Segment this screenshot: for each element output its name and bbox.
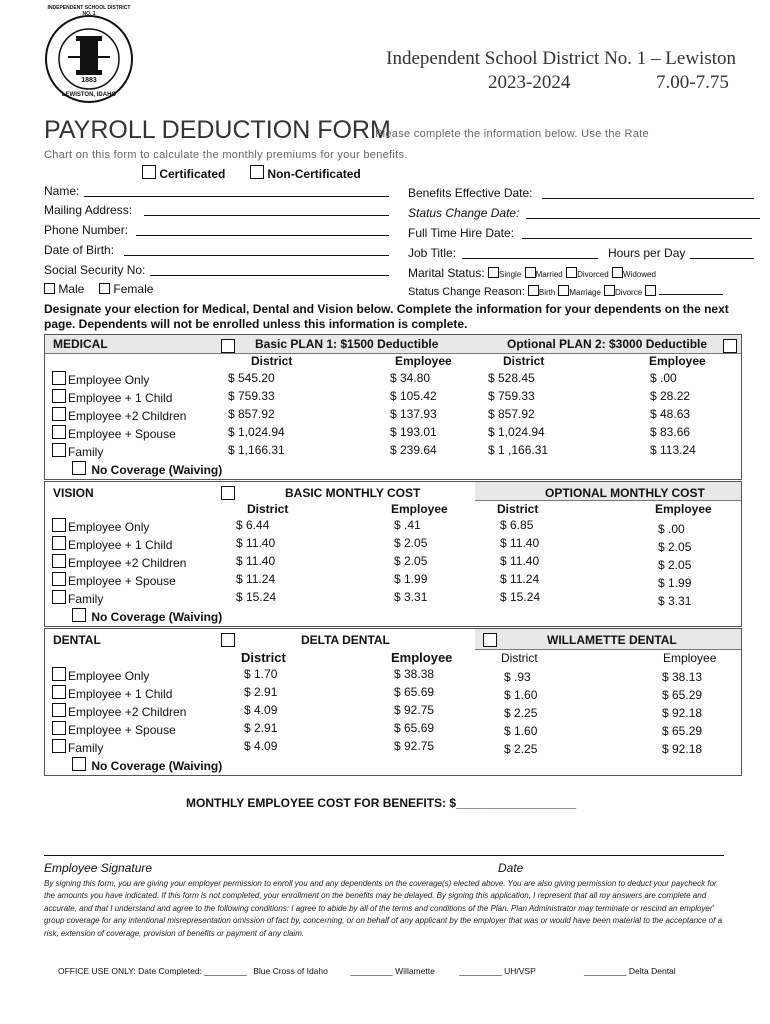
medical-coverage-label: Employee +2 Children [68, 409, 187, 423]
vision-section-label: VISION [53, 486, 94, 500]
medical-plan2-employee-cell: $ 28.22 [650, 389, 691, 403]
female-label: Female [113, 282, 154, 296]
monthly-employee-cost: MONTHLY EMPLOYEE COST FOR BENEFITS: $__________________ [186, 796, 577, 810]
employee-type [142, 165, 361, 181]
medical-plan1-employee-cell: $ 105.42 [390, 389, 437, 403]
ssn-field [44, 263, 389, 277]
status-change-date-input[interactable] [526, 218, 760, 219]
dental-no-coverage-label: No Coverage (Waiving) [91, 759, 223, 773]
full-time-hire-field [408, 226, 752, 240]
seal-graphic [44, 14, 134, 104]
medical-p2-district-header: District [503, 354, 545, 368]
female-checkbox[interactable] [99, 283, 110, 294]
dob-field [44, 243, 389, 257]
dob-input[interactable] [124, 255, 389, 256]
dental-willamette-district-cell: $ 1.60 [504, 724, 538, 738]
dental-coverage-option [52, 667, 149, 683]
effective-date-field [408, 186, 754, 200]
status-change-reason-label: Status Change Reason: [408, 286, 525, 298]
medical-section-label: MEDICAL [53, 337, 108, 351]
vision-coverage-checkbox[interactable] [52, 554, 66, 568]
hours-label: Hours per Day [608, 246, 686, 260]
vision-coverage-checkbox[interactable] [52, 536, 66, 550]
dental-delta-employee-cell: $ 65.69 [394, 721, 435, 735]
marriage-label: Marriage [569, 288, 601, 297]
mailing-input[interactable] [144, 215, 389, 216]
vision-basic-district-cell: $ 11.24 [236, 572, 276, 586]
phone-field [44, 223, 389, 237]
district-name: Independent School District No. 1 – Lewiston [386, 48, 736, 69]
vision-p2-employee-header: Employee [655, 502, 712, 516]
divorced-label: Divorced [577, 270, 609, 279]
vision-coverage-checkbox[interactable] [52, 590, 66, 604]
full-time-hire-input[interactable] [522, 238, 752, 239]
medical-coverage-option [52, 407, 186, 423]
status-change-reason-field [408, 285, 723, 298]
vision-optional-district-cell: $ 11.40 [500, 554, 540, 568]
job-title-field [408, 246, 754, 260]
signature-line[interactable] [44, 855, 724, 856]
medical-plan2-employee-cell: $ 48.63 [650, 407, 691, 421]
dental-willamette-employee-cell: $ 92.18 [662, 742, 703, 756]
designate-instructions: Designate your election for Medical, Dental and Vision below. Complete the information for your dependents on the next page. Dependents will not be enrolled unless this information is complete. [44, 302, 729, 331]
medical-no-coverage-checkbox[interactable] [72, 461, 86, 475]
medical-coverage-option [52, 389, 172, 405]
dental-delta-employee-cell: $ 92.75 [394, 739, 435, 753]
certificated-checkbox[interactable] [142, 165, 156, 179]
job-title-input[interactable] [462, 258, 598, 259]
district-seal [44, 5, 134, 104]
name-field [44, 184, 389, 198]
vision-optional-district-cell: $ 11.40 [500, 536, 540, 550]
vision-no-coverage [72, 608, 222, 624]
vision-coverage-option [52, 554, 186, 570]
medical-coverage-label: Employee + Spouse [68, 427, 176, 441]
medical-plan2-district-cell: $ 759.33 [488, 389, 535, 403]
vision-coverage-label: Family [68, 592, 104, 606]
dental-delta-employee-cell: $ 38.38 [394, 667, 435, 681]
vision-basic-checkbox[interactable] [221, 486, 235, 500]
dental-willamette-employee-cell: $ 65.29 [662, 724, 703, 738]
dental-coverage-label: Employee +2 Children [68, 705, 187, 719]
dental-delta-employee-cell: $ 65.69 [394, 685, 435, 699]
status-change-date-field [408, 206, 760, 220]
medical-plan2-district-cell: $ 528.45 [488, 371, 535, 385]
other-reason-input[interactable] [659, 294, 723, 295]
dental-delta-district-cell: $ 4.09 [244, 703, 278, 717]
marital-status-label: Marital Status: [408, 266, 485, 280]
office-use-label: OFFICE USE ONLY: Date Completed: _________ [58, 966, 247, 976]
vision-no-coverage-checkbox[interactable] [72, 608, 86, 622]
mailing-label: Mailing Address: [44, 203, 133, 217]
office-blue-cross: Blue Cross of Idaho [253, 966, 328, 976]
dental-coverage-checkbox[interactable] [52, 739, 66, 753]
birth-label: Birth [538, 288, 556, 297]
dental-willamette-district-cell: $ .93 [504, 670, 531, 684]
vision-basic-district-cell: $ 11.40 [236, 536, 276, 550]
dental-willamette-district-cell: $ 2.25 [504, 706, 538, 720]
non-certificated-label: Non-Certificated [267, 167, 361, 181]
medical-plan2-district-cell: $ 857.92 [488, 407, 535, 421]
certificated-label: Certificated [159, 167, 226, 181]
medical-no-coverage [72, 461, 222, 477]
vision-no-coverage-label: No Coverage (Waiving) [91, 610, 223, 624]
medical-coverage-label: Family [68, 445, 104, 459]
dob-label: Date of Birth: [44, 243, 115, 257]
ssn-label: Social Security No: [44, 263, 146, 277]
medical-coverage-checkbox[interactable] [52, 389, 66, 403]
dental-coverage-option [52, 685, 172, 701]
marital-status-field [408, 266, 656, 280]
vision-optional-employee-cell: $ 2.05 [658, 558, 692, 572]
dental-p2-employee-header: Employee [663, 651, 717, 665]
divorce-label: Divorce [615, 288, 643, 297]
vision-basic-employee-cell: $ 2.05 [394, 536, 428, 550]
dental-coverage-option [52, 703, 186, 719]
effective-date-label: Benefits Effective Date: [408, 186, 533, 200]
medical-plan1-title: Basic PLAN 1: $1500 Deductible [255, 337, 439, 351]
vision-basic-employee-cell: $ 1.99 [394, 572, 428, 586]
dental-coverage-option [52, 739, 103, 755]
medical-plan1-district-cell: $ 759.33 [228, 389, 275, 403]
married-checkbox[interactable] [525, 267, 536, 278]
form-title: PAYROLL DEDUCTION FORM [44, 116, 391, 144]
widowed-label: Widowed [623, 270, 656, 279]
vision-p1-district-header: District [247, 502, 289, 516]
medical-p1-employee-header: Employee [395, 354, 452, 368]
dental-willamette-employee-cell: $ 38.13 [662, 670, 703, 684]
dental-coverage-option [52, 721, 176, 737]
dental-section-label: DENTAL [53, 633, 101, 647]
vision-optional-title: OPTIONAL MONTHLY COST [545, 486, 705, 500]
single-label: Single [499, 270, 522, 279]
marriage-checkbox[interactable] [558, 285, 569, 296]
effective-date-input[interactable] [542, 198, 754, 199]
dental-coverage-label: Family [68, 741, 104, 755]
signature-date-label: Date [498, 861, 524, 875]
delta-dental-title: DELTA DENTAL [301, 633, 390, 647]
other-reason-checkbox[interactable] [645, 285, 656, 296]
vision-coverage-label: Employee Only [68, 520, 150, 534]
medical-plan2-district-cell: $ 1,024.94 [488, 425, 545, 439]
instruction-line-2: Chart on this form to calculate the monthly premiums for your benefits. [44, 149, 408, 161]
office-delta-dental: _________ Delta Dental [583, 966, 676, 976]
dental-willamette-employee-cell: $ 65.29 [662, 688, 703, 702]
seal-ring-text: INDEPENDENT SCHOOL DISTRICT NO. 1 [47, 5, 131, 17]
vision-optional-employee-cell: $ 2.05 [658, 540, 692, 554]
dental-p1-employee-header: Employee [391, 650, 453, 665]
vision-coverage-label: Employee + 1 Child [68, 538, 173, 552]
medical-plan2-employee-cell: $ .00 [650, 371, 677, 385]
vision-optional-employee-cell: $ 3.31 [658, 594, 692, 608]
vision-optional-district-cell: $ 6.85 [500, 518, 534, 532]
dental-delta-district-cell: $ 2.91 [244, 685, 278, 699]
medical-plan2-district-cell: $ 1 ,166.31 [488, 443, 549, 457]
dental-delta-district-cell: $ 2.91 [244, 721, 278, 735]
vision-optional-district-cell: $ 11.24 [500, 572, 540, 586]
birth-checkbox[interactable] [528, 285, 539, 296]
medical-plan2-employee-cell: $ 113.24 [650, 443, 696, 457]
non-certificated-checkbox[interactable] [250, 165, 264, 179]
delta-dental-checkbox[interactable] [221, 633, 235, 647]
medical-coverage-checkbox[interactable] [52, 371, 66, 385]
vision-basic-employee-cell: $ .41 [394, 518, 421, 532]
dental-coverage-label: Employee + Spouse [68, 723, 176, 737]
medical-plan1-district-cell: $ 857.92 [228, 407, 275, 421]
name-label: Name: [44, 184, 80, 198]
medical-plan1-district-cell: $ 545.20 [228, 371, 275, 385]
single-checkbox[interactable] [488, 267, 499, 278]
vision-coverage-checkbox[interactable] [52, 518, 66, 532]
dental-coverage-label: Employee + 1 Child [68, 687, 173, 701]
vision-coverage-option [52, 518, 149, 534]
dental-coverage-checkbox[interactable] [52, 703, 66, 717]
dental-coverage-checkbox[interactable] [52, 667, 66, 681]
medical-plan1-employee-cell: $ 193.01 [390, 425, 437, 439]
vision-p2-district-header: District [497, 502, 539, 516]
medical-p2-employee-header: Employee [649, 354, 706, 368]
vision-coverage-option [52, 572, 176, 588]
ssn-input[interactable] [150, 275, 389, 276]
willamette-dental-checkbox[interactable] [483, 633, 497, 647]
vision-basic-district-cell: $ 15.24 [236, 590, 277, 604]
office-willamette: _________ Willamette [350, 966, 435, 976]
medical-plan2-employee-cell: $ 83.66 [650, 425, 691, 439]
vision-basic-district-cell: $ 11.40 [236, 554, 276, 568]
dental-willamette-district-cell: $ 2.25 [504, 742, 538, 756]
dental-delta-district-cell: $ 4.09 [244, 739, 278, 753]
male-label: Male [58, 282, 85, 296]
vision-coverage-option [52, 536, 172, 552]
divorce-checkbox[interactable] [604, 285, 615, 296]
medical-plan1-employee-cell: $ 239.64 [390, 443, 437, 457]
phone-input[interactable] [136, 235, 389, 236]
dental-coverage-checkbox[interactable] [52, 721, 66, 735]
medical-plan1-employee-cell: $ 137.93 [390, 407, 437, 421]
vision-basic-title: BASIC MONTHLY COST [285, 486, 421, 500]
employee-signature-label: Employee Signature [44, 861, 153, 875]
vision-basic-employee-cell: $ 3.31 [394, 590, 428, 604]
medical-coverage-label: Employee Only [68, 373, 150, 387]
medical-plan2-title: Optional PLAN 2: $3000 Deductible [507, 337, 708, 351]
vision-basic-employee-cell: $ 2.05 [394, 554, 428, 568]
dental-willamette-employee-cell: $ 92.18 [662, 706, 703, 720]
dental-p1-district-header: District [241, 650, 286, 665]
mailing-field [44, 203, 389, 217]
full-time-hire-label: Full Time Hire Date: [408, 226, 515, 240]
medical-coverage-checkbox[interactable] [52, 443, 66, 457]
widowed-checkbox[interactable] [612, 267, 623, 278]
medical-no-coverage-label: No Coverage (Waiving) [91, 463, 223, 477]
dental-coverage-label: Employee Only [68, 669, 150, 683]
married-label: Married [535, 270, 563, 279]
dental-table [44, 628, 742, 776]
school-year: 2023-2024 [488, 72, 571, 93]
dental-no-coverage [72, 757, 222, 773]
instruction-line-1: Please complete the information below. Use the Rate [375, 128, 649, 140]
name-input[interactable] [84, 196, 389, 197]
medical-plan2-checkbox[interactable] [723, 339, 737, 353]
hours-input[interactable] [690, 258, 754, 259]
vision-coverage-option [52, 590, 103, 606]
dental-delta-employee-cell: $ 92.75 [394, 703, 435, 717]
medical-coverage-option [52, 443, 103, 459]
divorced-checkbox[interactable] [566, 267, 577, 278]
vision-coverage-label: Employee + Spouse [68, 574, 176, 588]
medical-plan1-district-cell: $ 1,024.94 [228, 425, 285, 439]
medical-p1-district-header: District [251, 354, 293, 368]
medical-coverage-option [52, 371, 149, 387]
dental-willamette-district-cell: $ 1.60 [504, 688, 538, 702]
medical-coverage-option [52, 425, 176, 441]
dental-coverage-checkbox[interactable] [52, 685, 66, 699]
dental-delta-district-cell: $ 1.70 [244, 667, 278, 681]
vision-optional-employee-cell: $ 1.99 [658, 576, 692, 590]
status-change-date-label: Status Change Date: [408, 206, 520, 220]
vision-basic-district-cell: $ 6.44 [236, 518, 270, 532]
vision-optional-district-cell: $ 15.24 [500, 590, 541, 604]
office-uh-vsp: _________ UH/VSP [459, 966, 536, 976]
dental-no-coverage-checkbox[interactable] [72, 757, 86, 771]
medical-coverage-label: Employee + 1 Child [68, 391, 173, 405]
office-use-line [58, 966, 676, 976]
seal-city: LEWISTON, IDAHO [61, 92, 117, 98]
gender-field [44, 282, 153, 296]
form-version: 7.00-7.75 [656, 72, 729, 93]
male-checkbox[interactable] [44, 283, 55, 294]
signature-legal-text: By signing this form, you are giving your employer permission to enroll you and any dependents on the coverage(s) elected above. You are also giving permission to deduct your paycheck for the amounts you have indicated. If this form is not completed, your enrollment on the benefits may be delayed. By signing this application, I represent that all my answers are complete and accurate, and that I understand and agree to the following conditions: I agree to abide by all of the terms and conditions of the Plan. Plan Administrator may terminate or rescind an employer' group coverage for any intentional misrepresentation omission of fact by, concerning, or on behalf of any applicant by the employer that was or would have been material to the acceptance of a risk, extension of coverage, provision of benefits or payment of any claim. [44, 879, 723, 938]
medical-plan1-district-cell: $ 1,166.31 [228, 443, 285, 457]
vision-coverage-checkbox[interactable] [52, 572, 66, 586]
vision-coverage-label: Employee +2 Children [68, 556, 187, 570]
vision-optional-employee-cell: $ .00 [658, 522, 685, 536]
seal-year: 1883 [81, 77, 97, 84]
willamette-dental-title: WILLAMETTE DENTAL [547, 633, 677, 647]
phone-label: Phone Number: [44, 223, 129, 237]
medical-plan1-checkbox[interactable] [221, 339, 235, 353]
medical-coverage-checkbox[interactable] [52, 425, 66, 439]
medical-plan1-employee-cell: $ 34.80 [390, 371, 431, 385]
dental-p2-district-header: District [501, 651, 538, 665]
job-title-label: Job Title: [408, 246, 457, 260]
vision-p1-employee-header: Employee [391, 502, 448, 516]
medical-coverage-checkbox[interactable] [52, 407, 66, 421]
